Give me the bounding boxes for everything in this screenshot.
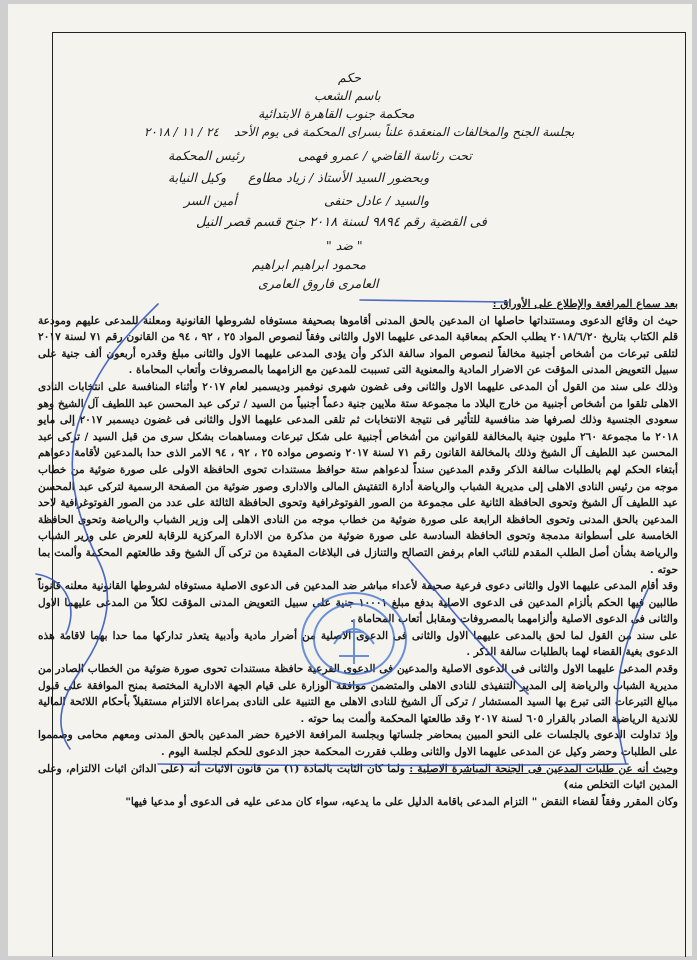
case-line: فى القضية رقم ٩٨٩٤ لسنة ٢٠١٨ جنح قسم قصر النيل — [196, 215, 487, 230]
subheading: وحيث أنه عن طلبات المدعين فى الجنحة المباشرة الاصلية : — [409, 762, 678, 775]
right-margin-ink — [617, 589, 648, 764]
prosecution-role: وكيل النيابة — [168, 170, 227, 185]
margin-ink-hook — [36, 574, 71, 634]
paragraph: وقدم المدعى عليهما الاول والثانى فى الدعوى الاصلية والمدعين فى الدعوى الفرعية حافظة مستندات تحوى صورة ضوئية من الخطاب الصادر من مديرية الشباب والرياضة إلى المدير التنفيذى للنادى الاهلى والمتضمن موافقة الوزارة على قيام الجهة الادارية المختصة بمنح الموافقة على قبول مبالغ التبرعات التى تبرع بها السيد المستشار / تركى آل الشيخ للنادى الاهلى مع التنبية على النادى بمراعاة الالتزام مستقبلاً بأحكام اللائحة المالية للاندية الرياضية الصادر بالقرار ٦٠٥ لسنة ٢٠١٧ وقد طالعتها المحكمة وألمت بما حوته . — [38, 663, 678, 725]
session-date: ٢٤ / ١١ / ٢٠١٨ — [144, 125, 219, 139]
clerk-role: أمين السر — [184, 193, 237, 208]
paragraph: وإذ تداولت الدعوى بالجلسات على النحو المبين بمحاضر جلساتها وبجلسة المرافعة الاخيرة حضر المدعين بالحق المدنى ومعهم محامى وصمموا على الطلبات وحضر وكيل عن المدعى عليهما الاول والثانى وطلب فقررت المحكمة حجز الدعوى للحكم لجلسة اليوم . — [38, 729, 678, 759]
section-heading: بعد سماع المرافعة والإطلاع على الأوراق : — [492, 298, 678, 310]
underline-ink — [360, 300, 508, 302]
margin-ink-curve — [61, 304, 158, 749]
against-label: " ضد " — [326, 238, 363, 253]
defendant-2: العامرى فاروق العامرى — [258, 276, 379, 291]
handwritten-ink-marks — [8, 4, 692, 956]
paragraph: حيث ان وقائع الدعوى ومستنداتها حاصلها ان المدعين بالحق المدنى أقاموها بصحيفة مستوفاه لشروطها القانونية ومعلنة للمدعى عليهم ومودعة قلم الكتاب بتاريخ ٢٠١٨/٦/٢٠ يطلب الحكم بمعاقبة المدعى عليهما الاول والثانى وفقاً لنصوص المواد ٢٥ ، ٩٢ ، ٩٤ من القانون رقم ٧١ لسنة ٢٠١٧ لتلقى تبرعات من أشخاص أجنبية مخالفاً لنصوص المواد سالفة الذكر وأن يؤدى المدعى عليهما الاول والثانى مبلغ وقدره أربعون ألف جنية على سبيل التعويض المدنى المؤقت عن الاضرار المادية والمعنوية التى تسببت للمدعين مع الزامهما بالمصروفات وأتعاب المحاماة . — [38, 314, 679, 377]
document-page — [8, 4, 692, 956]
in-the-name-line: باسم الشعب — [314, 88, 381, 103]
clerk-line: والسيد / عادل حنفى — [324, 193, 430, 208]
paragraph: على سند من القول لما لحق بالمدعى عليهما الاول والثانى فى الدعوى الاصلية من أضرار مادية وأدبية يتعذر تداركها مما حدا بهما لاقامة هذه الدعوى بغية القضاء لهما بالطلبات سالفة الذكر . — [38, 629, 678, 659]
underline-ink-2 — [158, 764, 628, 766]
subheading-tail: ولما كان الثابت بالمادة (١) من قانون الاثبات أنه (على الدائن اثبات الالتزام، وعلى المدين اثبات التخلص منه) — [38, 762, 678, 792]
judge-role: رئيس المحكمة — [168, 148, 245, 163]
last-line: وكان المقرر وفقاً لقضاء النقض " التزام المدعى باقامة الدليل على ما يدعيه، سواء كان مدعى عليه فى الدعوى أو مدعيا فيها" — [125, 795, 678, 808]
paragraph: وقد أقام المدعى عليهما الاول والثانى دعوى فرعية صحيفة لأعداء مباشر ضد المدعين فى الدعوى الاصلية مستوفاه لشروطها القانونية معلنه قانوناً طالبين فيها الحكم بألزام المدعين فى الدعوى الاصلية بدفع مبلغ ١٠٠٠١ جنية على سبيل التعويض المدنى المؤقت لكلاً من المدعى عليهما الاول والثانى فى الدعوى الاصلية وألزامهما بالمصروفات ومقابل أتعاب المحاماة . — [38, 580, 679, 626]
court-name: محكمة جنوب القاهرة الابتدائية — [258, 106, 415, 121]
prosecution-line: وبحضور السيد الأستاذ / زياد مطاوع — [248, 170, 430, 185]
defendant-1: محمود ابراهيم ابراهيم — [252, 257, 366, 272]
paragraph: وذلك على سند من القول أن المدعى عليهما الاول والثانى وفى غضون شهرى نوفمبر وديسمبر لعام ٢٠١٧ وأثناء المنافسة على انتخابات النادى الاهلى تلقوا من أشخاص أجنبية من خارج البلاد ما مجموعة ستة ملايين جنية دعماً أجنبياً من السيد / تركى عبد المحسن عبد اللطيف آل الشيخ وهو سعودى الجنسية وذلك لصرفها ضد منافسية للتأثير فى نتيجة الانتخابات ثم تلقى المدعى عليهما الاول والثانى فى غضون ديسمبر ٢٠١٧ إلى مايو ٢٠١٨ ما مجموعة ٢٦٠ مليون جنية بالمخالفة للقوانين من أشخاص أجنبية على شكل تبرعات ومساهمات بشكل سرى من قبل السيد / تركى عبد المحسن عبد اللطيف آل الشيخ وذلك بالمخالفة القانون رقم ٧١ لسنة ٢٠١٧ ونصوص مواده ٢٥ ، ٩٢ ، ٩٤ الامر الذى حدا بالمدعين لأقامة دعواهم أبتغاء الحكم لهم بالطلبات سالفة الذكر وقدم المدعين سنداً لدعواهم ستة حوافظ مستندات تحوى الحافظة الاولى على صورة ضوئية من خطاب موجه من رئيس النادى الاهلى إلى مديرية الشباب والرياضة أدارة التفتيش المالى والادارى وصور ضوئية من الصفحة الرسمية لتركى عبد المحسن عبد اللطيف آل الشيخ وتحوى الحافظة الثانية على مجموعة من الصور الفوتوغرافية وتحوى الحافظة الثالثة على عدد من الصور الفوتوغرافية لاحد المدعين بالحق المدنى وتحوى الحافظة الرابعة على صورة ضوئية من خطاب موجه من النادى الاهلى إلى وزير الشباب والرياضة وتحوى الحافظة الخامسة على أسطوانة مدمجة وتحوى الحافظة السادسة على صورة ضوئية من مذكرة من الادارة المركزية للرقابة للعرض على وزير الشباب والرياضة بشأن أصل الطلب المقدم للنائب العام برفض التصالح والتنازل فى البلاغات المقيدة من تركى آل الشيخ وقد طالعتهم المحكمة وألمت بما حوته . — [38, 380, 679, 576]
session-line: بجلسة الجنح والمخالفات المنعقدة علناً بسراى المحكمة فى يوم الأحد — [234, 125, 575, 139]
diagonal-ink-line — [408, 559, 528, 694]
judge-line: تحت رئاسة القاضي / عمرو فهمى — [298, 148, 472, 163]
verdict-title: حكم — [338, 70, 361, 85]
